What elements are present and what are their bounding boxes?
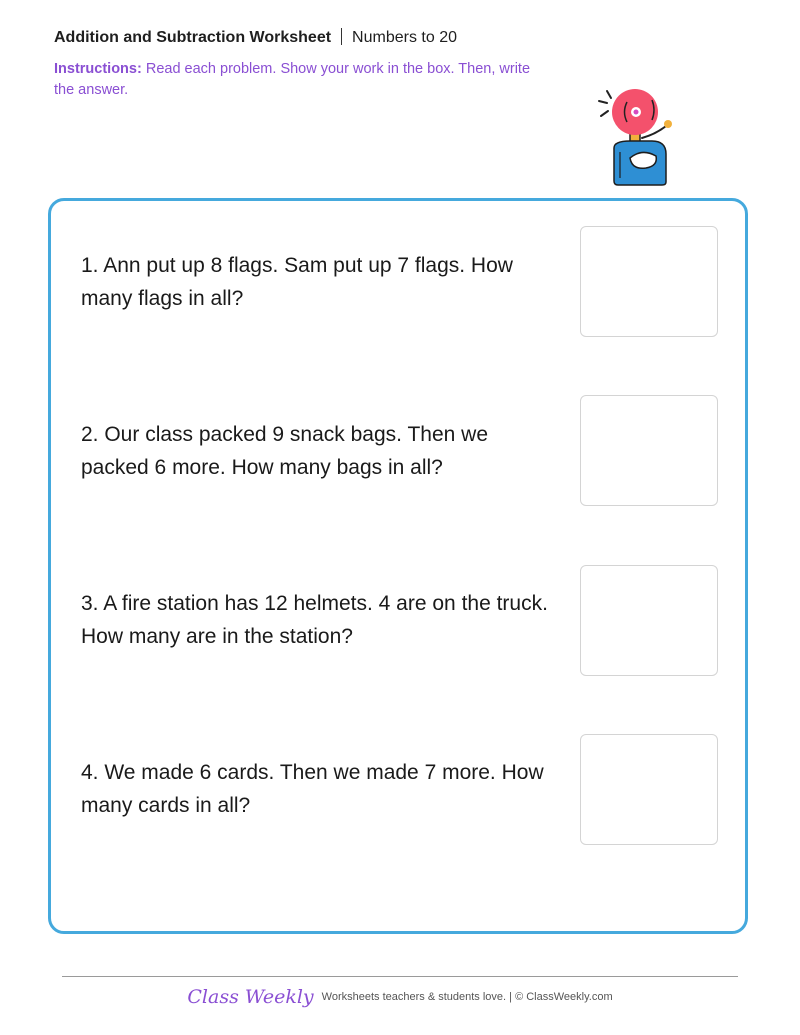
answer-box-4[interactable] — [580, 734, 718, 845]
footer — [0, 986, 800, 1008]
title-divider — [341, 28, 342, 45]
brand-logo: Class Weekly — [187, 986, 314, 1008]
instructions-text: Read each problem. Show your work in the box. Then, write the answer. — [54, 61, 531, 98]
problem-2: 2. Our class packed 9 snack bags. Then we packed 6 more. How many bags in all? — [81, 423, 488, 479]
answer-box-2[interactable] — [580, 395, 718, 506]
problem-1: 1. Ann put up 8 flags. Sam put up 7 flags. How many flags in all? — [81, 254, 513, 310]
instructions — [54, 59, 534, 101]
problem-4: 4. We made 6 cards. Then we made 7 more. How many cards in all? — [81, 761, 544, 817]
footer-tagline: Worksheets teachers & students love. | © ClassWeekly.com — [321, 991, 613, 1003]
problem-3: 3. A fire station has 12 helmets. 4 are on the truck. How many are in the station? — [81, 592, 548, 648]
alarm-bell-icon — [594, 86, 676, 188]
worksheet-header — [54, 28, 457, 47]
answer-box-3[interactable] — [580, 565, 718, 676]
worksheet-title: Addition and Subtraction Worksheet — [54, 29, 332, 46]
worksheet-subtitle: Numbers to 20 — [352, 29, 457, 46]
answer-box-1[interactable] — [580, 226, 718, 337]
footer-divider — [62, 976, 738, 977]
instructions-lead: Instructions: — [54, 61, 142, 77]
